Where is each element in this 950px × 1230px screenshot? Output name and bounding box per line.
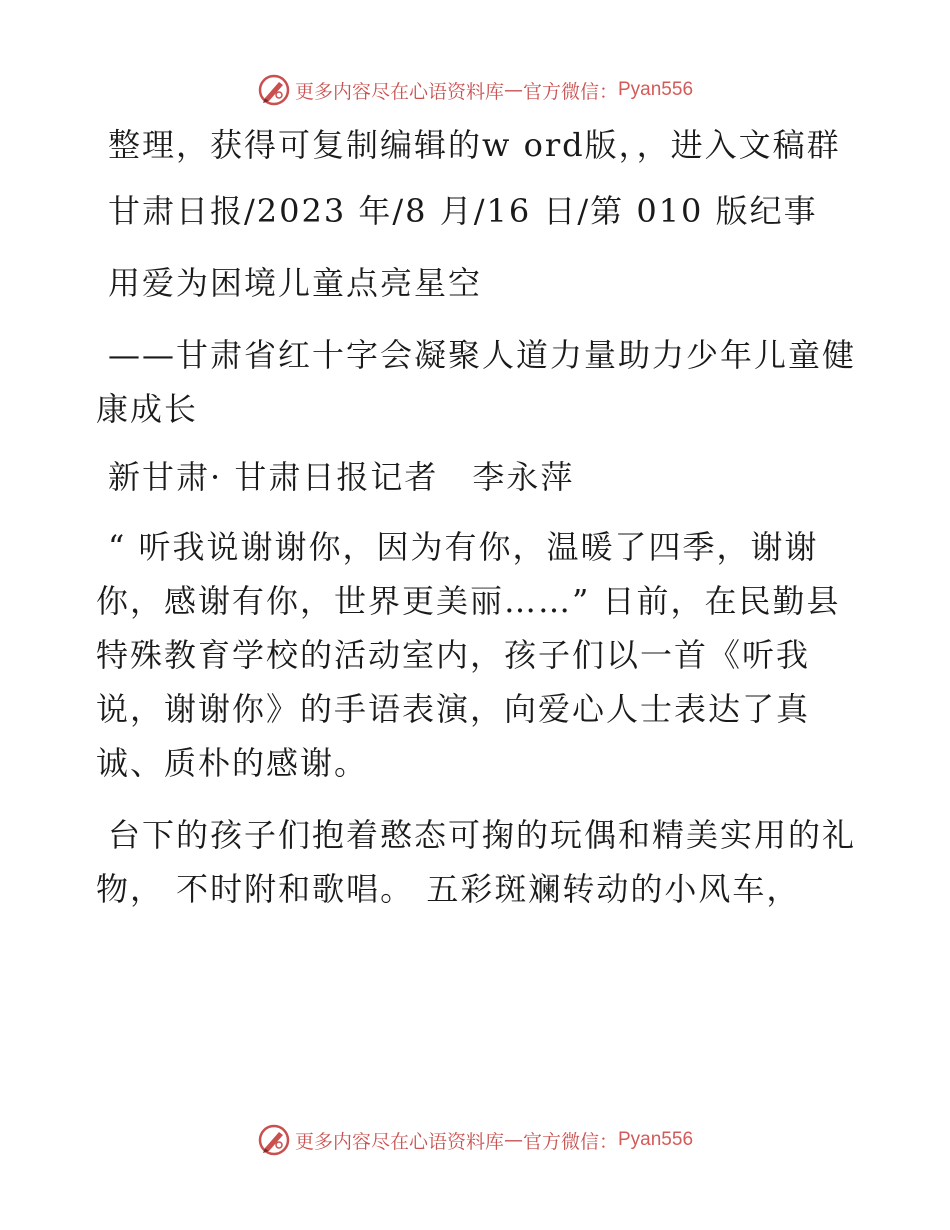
banner-text: 更多内容尽在心语资料库 (294, 1130, 504, 1153)
source-line: 甘肃日报/2023 年/8 月/16 日/第 010 版纪事 (108, 192, 818, 230)
footer-banner (0, 1120, 950, 1160)
banner-separator: — (503, 79, 523, 101)
banner-wechat-label: 官方微信： (522, 80, 618, 103)
pen-logo-icon (257, 73, 291, 107)
intro-paragraph: 整理，获得可复制编辑的w ord版，，进入文稿群 (108, 126, 841, 164)
byline: 新甘肃· 甘肃日报记者 李永萍 (108, 458, 575, 496)
article-subtitle: ——甘肃省红十字会凝聚人道力量助力少年儿童健康成长 (96, 336, 857, 428)
banner-wechat-label: 官方微信： (522, 1130, 618, 1153)
document-body (96, 118, 856, 916)
banner-wechat-id: Pyan556 (618, 1129, 694, 1150)
banner-text: 更多内容尽在心语资料库 (294, 80, 504, 103)
article-title: 用爱为困境儿童点亮星空 (108, 264, 483, 302)
banner-separator: — (503, 1129, 523, 1151)
body-paragraph-1: “ 听我说谢谢你，因为有你，温暖了四季，谢谢你，感谢有你，世界更美丽……” 日前，在民勤县特殊教育学校的活动室内，孩子们以一首《听我说，谢谢你》的手语表演，向爱心人士表达了真诚、质朴的感谢。 (96, 528, 841, 782)
pen-logo-icon (257, 1123, 291, 1157)
header-banner (0, 70, 950, 110)
banner-wechat-id: Pyan556 (618, 79, 694, 100)
body-paragraph-2: 台下的孩子们抱着憨态可掬的玩偶和精美实用的礼物， 不时附和歌唱。 五彩斑斓转动的小风车， (96, 816, 857, 908)
